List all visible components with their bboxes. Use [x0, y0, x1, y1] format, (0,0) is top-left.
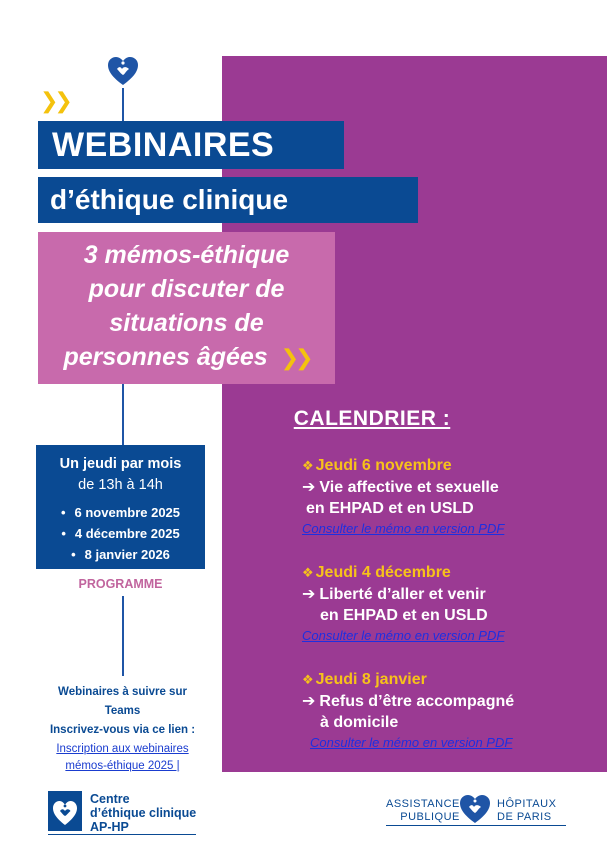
schedule-date: • 8 janvier 2026: [36, 544, 205, 565]
registration-link[interactable]: mémos-éthique 2025 |: [65, 760, 180, 772]
cec-name: [90, 792, 196, 834]
event-date: Jeudi 4 décembre: [315, 564, 451, 581]
heart-logo-icon: [48, 791, 82, 831]
memo-pdf-link[interactable]: Consulter le mémo en version PDF: [302, 628, 505, 643]
divider: [386, 825, 566, 826]
arrow-right-icon: ➔: [302, 586, 316, 603]
schedule-frequency: Un jeudi par mois: [59, 456, 182, 472]
aphp-text: HÔPITAUX: [497, 798, 557, 810]
schedule-box: [36, 445, 205, 569]
event-date: Jeudi 6 novembre: [315, 457, 452, 474]
memo-pdf-link[interactable]: Consulter le mémo en version PDF: [302, 521, 505, 536]
chevron-icon: ❯❯: [40, 88, 69, 113]
aphp-wordmark-left: [386, 798, 460, 824]
diamond-bullet-icon: ❖: [302, 458, 314, 473]
memo-line: pour discuter de: [88, 275, 285, 303]
schedule-hours: de 13h à 14h: [78, 477, 163, 493]
memo-line: 3 mémos-éthique: [83, 241, 290, 269]
cec-line: Centre: [90, 792, 130, 806]
schedule-date: • 6 novembre 2025: [36, 502, 205, 523]
diamond-bullet-icon: ❖: [302, 565, 314, 580]
heart-logo-icon: [458, 793, 492, 825]
timeline-line: [122, 88, 124, 121]
heart-logo-icon: [106, 54, 140, 88]
calendar-event: [302, 564, 602, 645]
page-title: WEBINAIRES: [38, 121, 344, 169]
aphp-text: PUBLIQUE: [400, 811, 460, 823]
event-date: Jeudi 8 janvier: [315, 671, 427, 688]
aphp-wordmark-right: [497, 798, 556, 824]
aphp-text: DE PARIS: [497, 811, 552, 823]
event-title: en EHPAD et en USLD: [306, 500, 474, 517]
page-subtitle: d’éthique clinique: [38, 177, 418, 223]
arrow-right-icon: ➔: [302, 693, 316, 710]
aphp-text: ASSISTANCE: [386, 798, 460, 810]
memo-line: situations de: [109, 309, 264, 337]
info-line: Webinaires à suivre sur: [58, 686, 187, 698]
schedule-dates: [36, 502, 205, 565]
registration-link[interactable]: Inscription aux webinaires: [56, 743, 189, 755]
schedule-date: • 4 décembre 2025: [36, 523, 205, 544]
chevron-icon: ❯❯: [280, 345, 310, 370]
cec-logo: [48, 791, 82, 831]
timeline-line: [122, 384, 124, 445]
event-title: Vie affective et sexuelle: [319, 479, 499, 496]
diamond-bullet-icon: ❖: [302, 672, 314, 687]
calendar-event: [302, 671, 602, 752]
event-title: Refus d’être accompagné: [319, 693, 515, 710]
registration-info: [30, 683, 215, 775]
arrow-right-icon: ➔: [302, 479, 316, 496]
divider: [48, 834, 196, 835]
memo-line: [38, 340, 335, 375]
event-title: en EHPAD et en USLD: [320, 607, 488, 624]
calendar-title: CALENDRIER :: [293, 407, 451, 430]
cec-line: d’éthique clinique: [90, 806, 197, 820]
memo-banner: [38, 232, 335, 384]
calendar-event: [302, 457, 602, 538]
info-line: Teams: [104, 705, 141, 717]
memo-line-text: personnes âgées: [63, 343, 268, 371]
cec-line: AP-HP: [90, 820, 129, 834]
memo-pdf-link[interactable]: Consulter le mémo en version PDF: [310, 735, 513, 750]
programme-label: PROGRAMME: [78, 577, 163, 591]
info-line: Inscrivez-vous via ce lien :: [49, 724, 196, 736]
event-title: à domicile: [320, 714, 399, 731]
timeline-line: [122, 596, 124, 676]
event-title: Liberté d’aller et venir: [319, 586, 486, 603]
